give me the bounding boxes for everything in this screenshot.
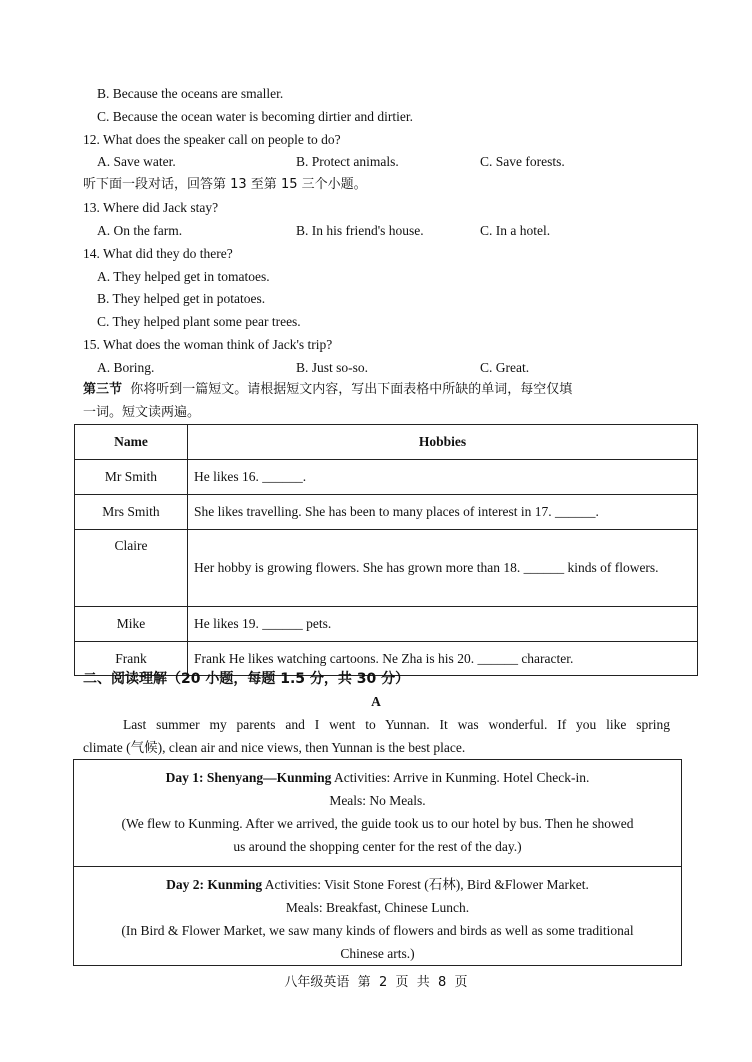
day1-note-line1: (We flew to Kunming. After we arrived, the guide took us to our hotel by bus. Then he showed	[121, 816, 634, 831]
page-footer: 八年级英语 第 2 页 共 8 页	[284, 975, 468, 990]
section3-instruction	[83, 381, 572, 399]
q15-option-a: A. Boring.	[97, 360, 155, 375]
section3-instruction-line1: 你将听到一篇短文。请根据短文内容，写出下面表格中所缺的单词，每空仅填	[130, 382, 573, 397]
q14-option-b: B. They helped get in potatoes.	[97, 291, 266, 306]
table-row	[75, 607, 698, 642]
day1-title: Day 1: Shenyang—Kunming	[165, 770, 332, 785]
itinerary-divider	[74, 866, 681, 867]
row-hobby: She likes travelling. She has been to many places of interest in 17. ______.	[188, 495, 698, 530]
day1-activities: Activities: Arrive in Kunming. Hotel Check-in.	[331, 770, 590, 785]
q12-option-a: A. Save water.	[97, 154, 176, 169]
itinerary-box	[73, 759, 682, 966]
row-hobby: Her hobby is growing flowers. She has grown more than 18. ______ kinds of flowers.	[188, 530, 698, 607]
day2-title: Day 2: Kunming	[166, 877, 263, 892]
q11-option-c: C. Because the ocean water is becoming dirtier and dirtier.	[97, 109, 414, 124]
q15-stem: 15. What does the woman think of Jack's trip?	[83, 337, 333, 352]
dialog-intro: 听下面一段对话，回答第 13 至第 15 三个小题。	[83, 177, 367, 192]
row-hobby: Frank He likes watching cartoons. Ne Zha is his 20. ______ character.	[188, 642, 698, 676]
row-name: Mike	[75, 607, 188, 642]
day2-note-line1: (In Bird & Flower Market, we saw many kinds of flowers and birds as well as some traditional	[121, 923, 634, 938]
table-row	[75, 495, 698, 530]
day1-meals: Meals: No Meals.	[329, 793, 426, 808]
q12-stem: 12. What does the speaker call on people to do?	[83, 132, 341, 147]
itinerary-day1	[74, 766, 681, 858]
row-name: Mrs Smith	[75, 495, 188, 530]
day2-meals: Meals: Breakfast, Chinese Lunch.	[285, 900, 470, 915]
day1-note-line2: us around the shopping center for the rest of the day.)	[233, 839, 522, 854]
q14-stem: 14. What did they do there?	[83, 246, 233, 261]
table-row	[75, 530, 698, 607]
itinerary-day2	[74, 873, 681, 965]
hobbies-table	[74, 424, 698, 676]
q12-option-b: B. Protect animals.	[296, 154, 399, 169]
row-name: Claire	[75, 530, 188, 607]
q13-option-c: C. In a hotel.	[480, 223, 551, 238]
table-row	[75, 460, 698, 495]
q13-option-a: A. On the farm.	[97, 223, 183, 238]
q13-stem: 13. Where did Jack stay?	[83, 200, 219, 215]
passage-intro-line2: climate (气候), clean air and nice views, then Yunnan is the best place.	[83, 740, 466, 755]
q14-option-a: A. They helped get in tomatoes.	[97, 269, 270, 284]
q15-option-c: C. Great.	[480, 360, 530, 375]
q13-option-b: B. In his friend's house.	[296, 223, 424, 238]
section3-instruction-line2: 一词。短文读两遍。	[83, 405, 201, 420]
row-name: Mr Smith	[75, 460, 188, 495]
q11-option-b: B. Because the oceans are smaller.	[97, 86, 284, 101]
q12-option-c: C. Save forests.	[480, 154, 565, 169]
table-header-hobbies: Hobbies	[188, 425, 698, 460]
q15-option-b: B. Just so-so.	[296, 360, 369, 375]
row-hobby: He likes 19. ______ pets.	[188, 607, 698, 642]
part2-heading: 二、阅读理解（20 小题，每题 1.5 分，共 30 分）	[83, 671, 410, 687]
q14-option-c: C. They helped plant some pear trees.	[97, 314, 301, 329]
row-name: Frank	[75, 642, 188, 676]
passage-intro-line1: Last summer my parents and I went to Yunnan. It was wonderful. If you like spring	[123, 717, 670, 732]
day2-activities: Activities: Visit Stone Forest (石林), Bird &Flower Market.	[262, 877, 589, 892]
table-header-name: Name	[75, 425, 188, 460]
row-hobby: He likes 16. ______.	[188, 460, 698, 495]
section3-label: 第三节	[83, 382, 123, 397]
passage-label: A	[371, 694, 381, 709]
day2-note-line2: Chinese arts.)	[340, 946, 415, 961]
